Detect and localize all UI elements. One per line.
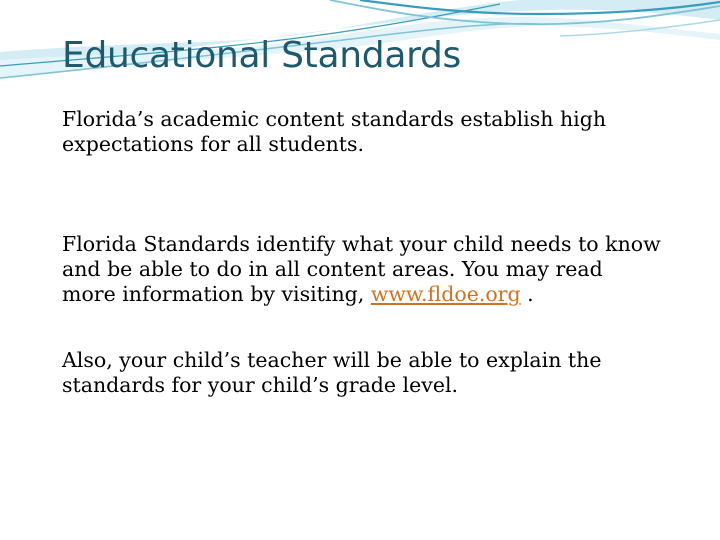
slide-body (62, 107, 662, 398)
paragraph-text: Florida Standards identify what your child needs to know and be able to do in all content areas. You may read more information by visiting, (62, 232, 661, 306)
paragraph-academic-standards: Florida’s academic content standards establish high expectations for all students. (62, 107, 607, 156)
fldoe-link[interactable]: www.fldoe.org (370, 282, 521, 306)
paragraph-florida-standards (62, 232, 662, 307)
paragraph-teacher-explain: Also, your child’s teacher will be able to explain the standards for your child’s grade level. (62, 348, 602, 397)
slide-title: Educational Standards (62, 35, 461, 76)
paragraph-trailing-text: . (520, 282, 534, 306)
